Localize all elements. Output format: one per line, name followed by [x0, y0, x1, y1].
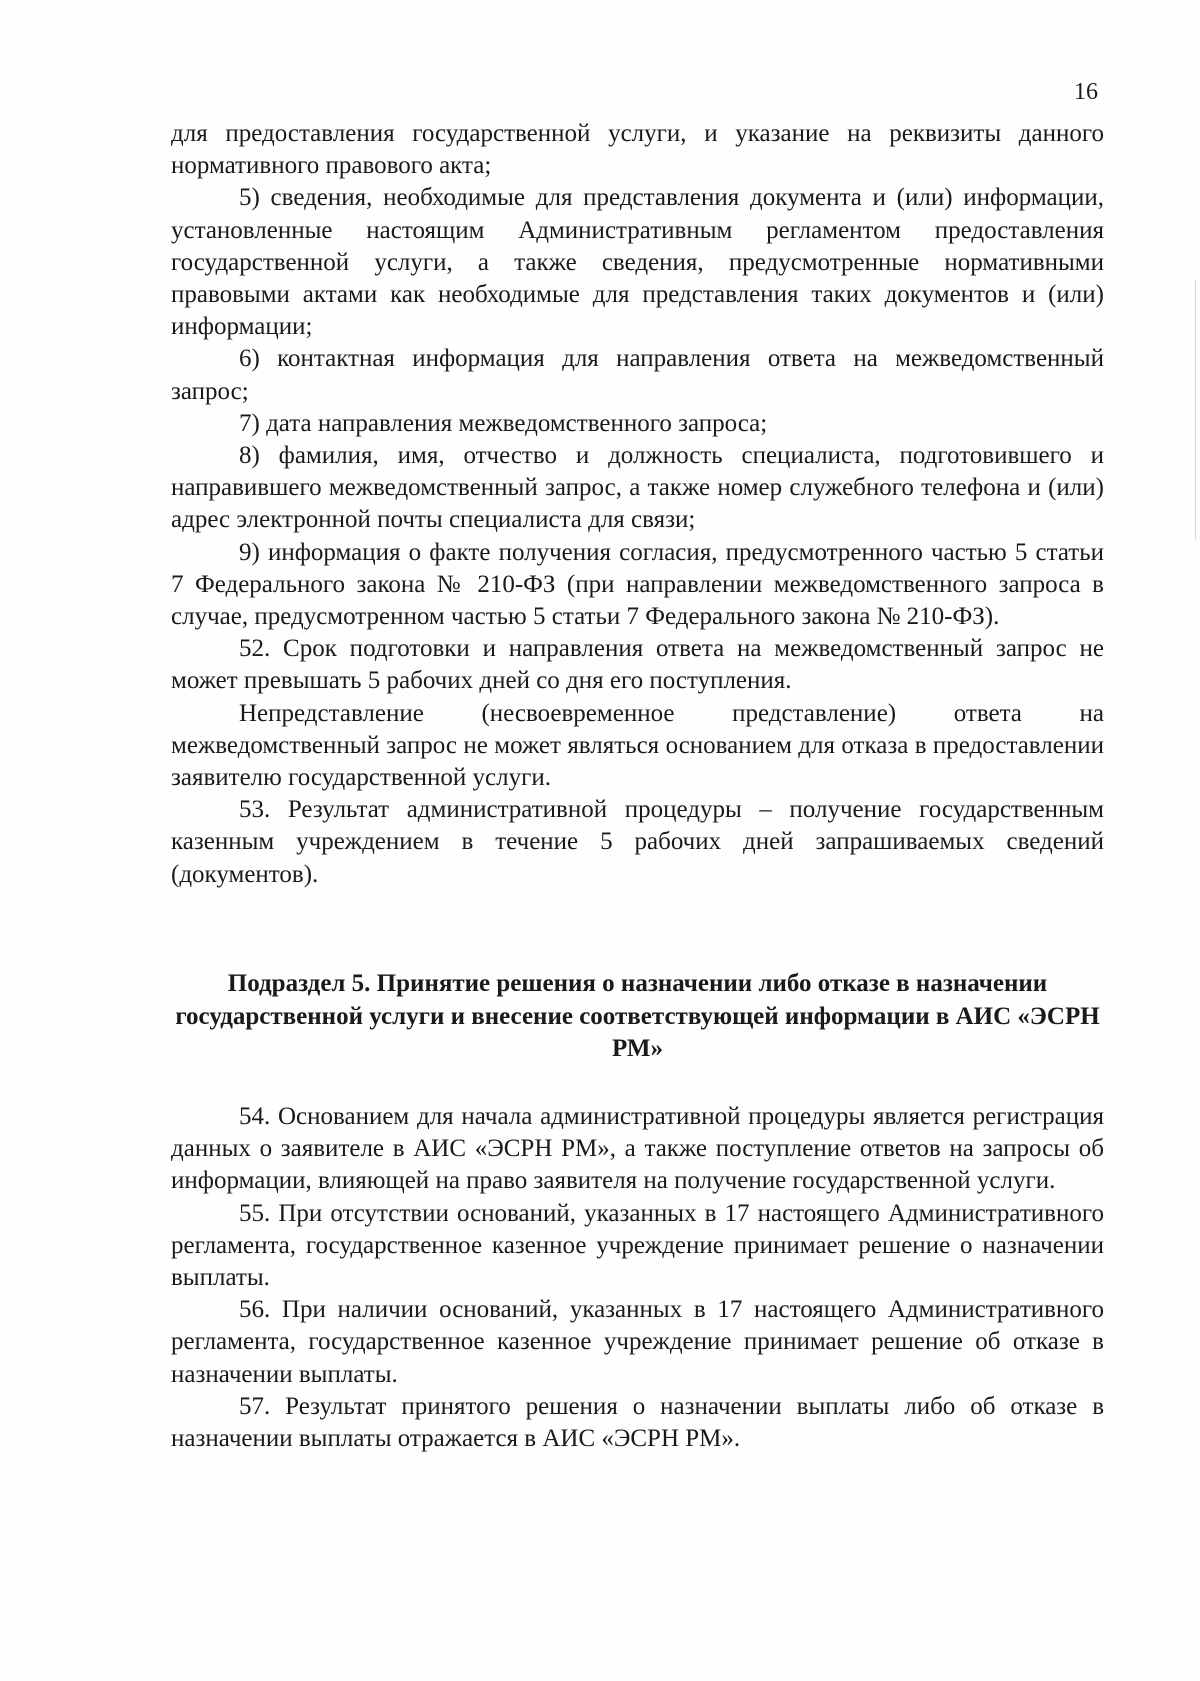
- paragraph-53: 53. Результат административной процедуры – получение государственным казенным учреждением в течение 5 рабочих дней запрашиваемых сведений (документов).: [171, 796, 1104, 888]
- paragraph-item-5: 5) сведения, необходимые для представления документа и (или) информации, установленные настоящим Административным регламентом предоставления государственной услуги, а также сведения, предусмотренные нормативными правовыми актами как необходимые для представления таких документов и (или) информации;: [171, 184, 1104, 341]
- paragraph-55: 55. При отсутствии оснований, указанных в 17 настоящего Административного регламента, государственное казенное учреждение принимает решение о назначении выплаты.: [171, 1199, 1104, 1292]
- page-number: 16: [1074, 79, 1098, 105]
- paragraph-56: 56. При наличии оснований, указанных в 17 настоящего Административного регламента, государственное казенное учреждение принимает решение об отказе в назначении выплаты.: [171, 1296, 1104, 1388]
- paragraph-item-8: 8) фамилия, имя, отчество и должность специалиста, подготовившего и направившего межведомственный запрос, а также номер служебного телефона и (или) адрес электронной почты специалиста для связи;: [171, 442, 1104, 534]
- section-heading: Подраздел 5. Принятие решения о назначении либо отказе в назначении государственной услуги и внесение соответствующей информации в АИС «ЭСРН РМ»: [175, 970, 1100, 1062]
- paragraph-item-6: 6) контактная информация для направления ответа на межведомственный запрос;: [171, 345, 1104, 405]
- body-text-bottom: [171, 1101, 1104, 1455]
- paragraph-57: 57. Результат принятого решения о назначении выплаты либо об отказе в назначении выплаты отражается в АИС «ЭСРН РМ».: [171, 1392, 1104, 1453]
- paragraph-nonsubmission: Непредставление (несвоевременное представление) ответа на межведомственный запрос не может являться основанием для отказа в предоставлении заявителю государственной услуги.: [171, 699, 1104, 792]
- paragraph-item-7: 7) дата направления межведомственного запроса;: [239, 409, 768, 437]
- body-text-top: [171, 118, 1104, 891]
- paragraph-continuation: для предоставления государственной услуги, и указание на реквизиты данного нормативного правового акта;: [171, 120, 1104, 180]
- paragraph-54: 54. Основанием для начала административной процедуры является регистрация данных о заявителе в АИС «ЭСРН РМ», а также поступление ответов на запросы об информации, влияющей на право заявителя на получение государственной услуги.: [171, 1103, 1104, 1195]
- scan-margin-line: [1195, 280, 1196, 540]
- paragraph-item-9: 9) информация о факте получения согласия, предусмотренного частью 5 статьи 7 Федерального закона № 210-ФЗ (при направлении межведомственного запроса в случае, предусмотренном частью 5 статьи 7 Федерального закона № 210-ФЗ).: [171, 538, 1104, 631]
- paragraph-52: 52. Срок подготовки и направления ответа на межведомственный запрос не может превышать 5 рабочих дней со дня его поступления.: [171, 635, 1104, 695]
